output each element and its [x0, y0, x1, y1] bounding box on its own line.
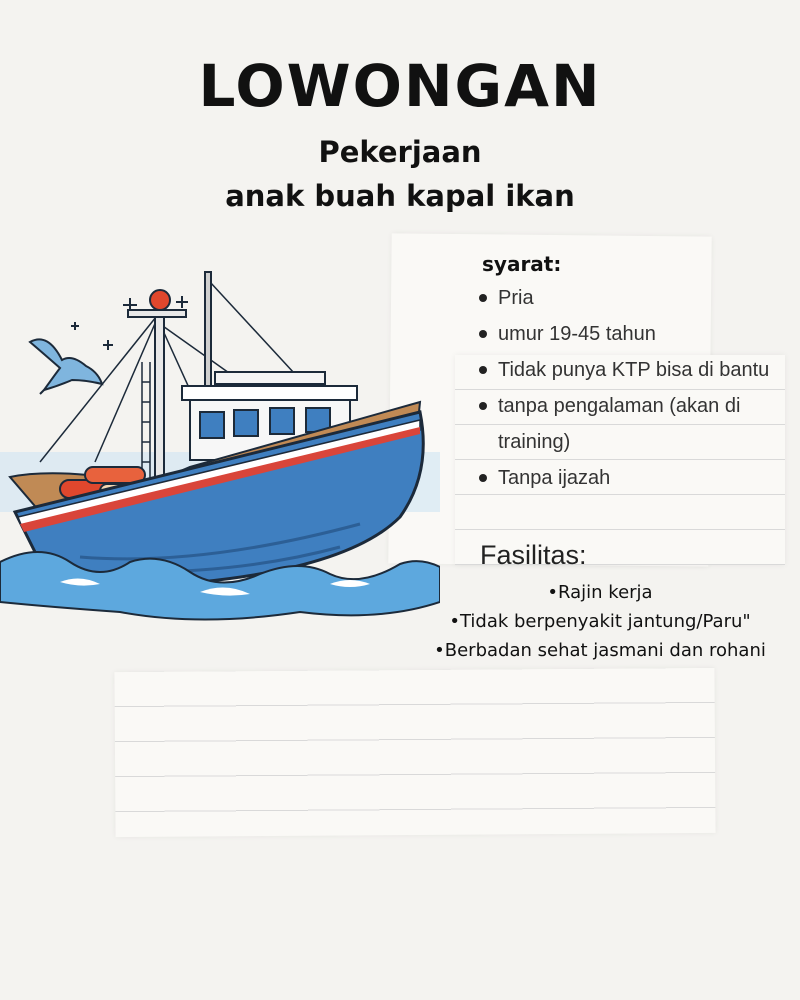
- facilities-list: [400, 578, 800, 665]
- seagull-icon: [30, 339, 102, 394]
- list-item: •Berbadan sehat jasmani dan rohani: [434, 640, 766, 661]
- list-item: tanpa pengalaman (akan di training): [470, 388, 790, 460]
- fishing-boat-illustration: [0, 262, 440, 632]
- page-subtitle: [0, 130, 800, 218]
- list-item: •Rajin kerja: [547, 582, 653, 603]
- requirements-list: [470, 280, 790, 496]
- sparkle-icon: [71, 296, 188, 350]
- subtitle-line-1: Pekerjaan: [318, 135, 482, 169]
- page-title: LOWONGAN: [198, 52, 602, 120]
- list-item: Tidak punya KTP bisa di bantu: [470, 352, 790, 388]
- list-item: Pria: [470, 280, 790, 316]
- subtitle-line-2: anak buah kapal ikan: [225, 179, 575, 213]
- list-item: •Tidak berpenyakit jantung/Paru": [449, 611, 751, 632]
- requirements-heading: syarat:: [482, 252, 562, 276]
- facilities-heading: Fasilitas:: [480, 540, 587, 570]
- list-item: Tanpa ijazah: [470, 460, 790, 496]
- list-item: umur 19-45 tahun: [470, 316, 790, 352]
- paper-sheet-lined-bottom: [114, 668, 715, 837]
